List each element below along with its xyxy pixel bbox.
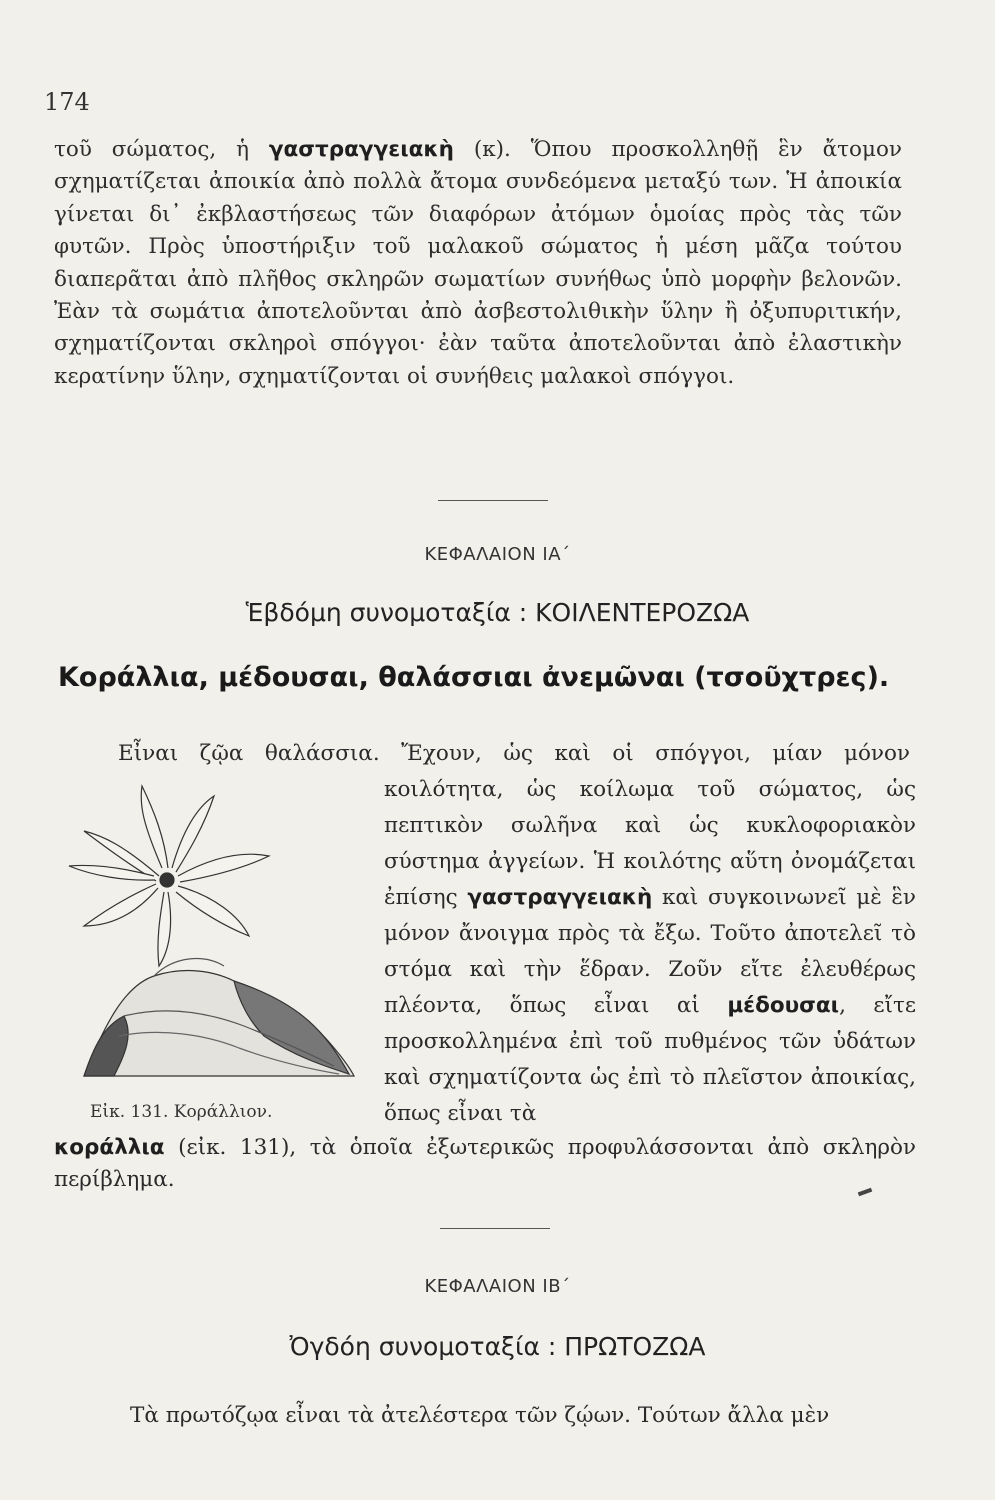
body-text-a: κοιλότητα, ὡς κοίλωμα τοῦ σώματος, ὡς πεπτικὸν σωλῆνα καὶ ὡς κυκλοφοριακὸν σύστημα ἀγγείων. Ἡ κοιλότης αὕτη ὀνομάζεται ἐπίσης xyxy=(384,777,916,910)
page-number: 174 xyxy=(44,88,90,116)
chapter-heading-12: ΚΕΦΑΛΑΙΟΝ ΙΒ΄ xyxy=(424,1276,571,1297)
term-gastrovascular: γαστραγγειακὴ xyxy=(268,137,454,162)
intro-text-start: τοῦ σώματος, ἡ xyxy=(54,137,269,162)
term-gastrovascular-2: γαστραγγειακὴ xyxy=(467,885,653,910)
body-wrapped-text xyxy=(384,772,916,1132)
body-text-tail: (εἰκ. 131), τὰ ὁποῖα ἐξωτερικῶς προφυλάσσονται ἀπὸ σκληρὸν περίβλημα. xyxy=(54,1135,916,1192)
figure-caption: Εἰκ. 131. Κοράλλιον. xyxy=(90,1102,273,1122)
phylum-heading-protozoa: Ὀγδόη συνομοταξία : ΠΡΩΤΟΖΩΑ xyxy=(289,1332,706,1361)
phylum-heading-coelenterata: Ἑβδόμη συνομοταξία : ΚΟΙΛΕΝΤΕΡΟΖΩΑ xyxy=(245,598,750,627)
body-text-b: καὶ συγκοινωνεῖ μὲ ἓν μόνον ἄνοιγμα πρὸς τὰ ἔξω. Τοῦτο ἀποτελεῖ τὸ στόμα καὶ τὴν ἕδραν. Ζοῦν εἴτε ἐλευθέρως πλέοντα, ὅπως εἶναι αἱ xyxy=(384,885,916,1018)
divider-rule xyxy=(438,500,548,501)
intro-paragraph xyxy=(54,134,902,393)
intro-text-rest: (κ). Ὅπου προσκολληθῇ ἓν ἄτομον σχηματίζεται ἀποικία ἀπὸ πολλὰ ἄτομα συνδεόμενα μεταξύ των. Ἡ ἀποικία γίνεται δι᾽ ἐκβλαστήσεως τῶν διαφόρων ἀτόμων ὁμοίας πρὸς τὰς τῶν φυτῶν. Πρὸς ὑποστήριξιν τοῦ μαλακοῦ σώματος ἡ μέση μᾶζα τούτου διαπερᾶται ἀπὸ πλῆθος σκληρῶν σωματίων συνήθως ὑπὸ μορφὴν βελονῶν. Ἐὰν τὰ σωμάτια ἀποτελοῦνται ἀπὸ ἀσβεστολιθικὴν ὕλην ἢ ὀξυπυριτικήν, σχηματίζονται σκληροὶ σπόγγοι· ἐὰν ταῦτα ἀποτελοῦνται ἀπὸ ἐλαστικὴν κερατίνην ὕλην, σχηματίζονται οἱ συνήθεις μαλακοὶ σπόγγοι. xyxy=(54,137,902,389)
body-text-c: , εἴτε προσκολλημένα ἐπὶ τοῦ πυθμένος τῶν ὑδάτων καὶ σχηματίζοντα ὡς ἐπὶ τὸ πλεῖστον ἀποικίας, ὅπως εἶναι τὰ xyxy=(384,993,916,1126)
term-medusae: μέδουσαι xyxy=(727,993,840,1018)
section-title-corals: Κοράλλια, μέδουσαι, θαλάσσιαι ἀνεμῶναι (τσοῦχτρες). xyxy=(58,662,890,693)
chapter-heading-11: ΚΕΦΑΛΑΙΟΝ ΙΑ΄ xyxy=(424,544,571,565)
divider-rule-2 xyxy=(440,1228,550,1229)
body-last-line: Τὰ πρωτόζῳα εἶναι τὰ ἀτελέστερα τῶν ζῴων. Τούτων ἄλλα μὲν xyxy=(130,1403,830,1428)
body-tail-text xyxy=(54,1132,916,1196)
coral-figure xyxy=(64,776,364,1096)
body-first-line: Εἶναι ζῷα θαλάσσια. Ἔχουν, ὡς καὶ οἱ σπόγγοι, μίαν μόνον xyxy=(118,741,910,766)
term-corals: κοράλλια xyxy=(54,1135,165,1160)
